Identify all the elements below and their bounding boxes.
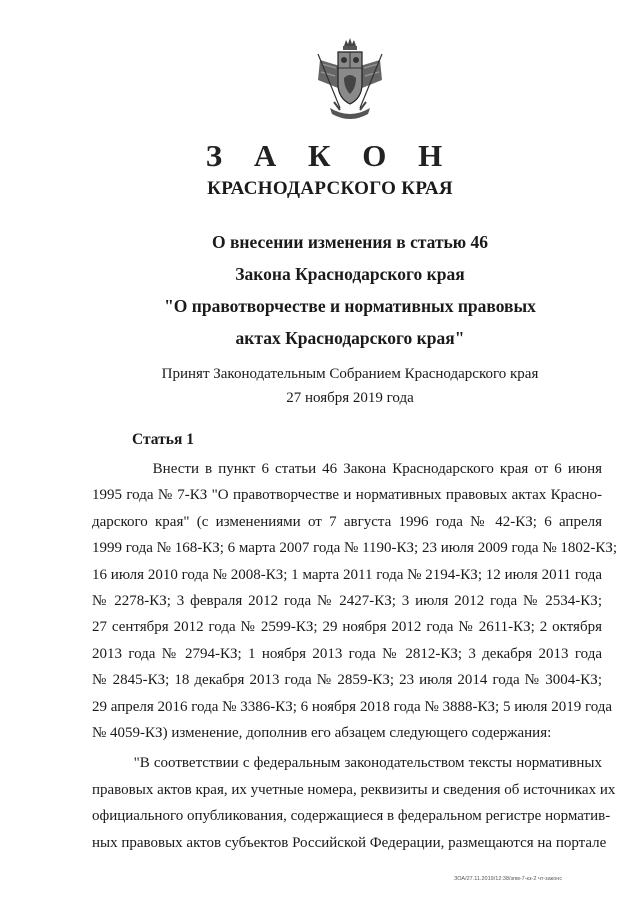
law-name-line: О внесении изменения в статью 46 xyxy=(211,232,489,252)
text-line: Внести в пункт 6 статьи 46 Закона Краснодарского края от 6 июня xyxy=(92,461,602,477)
text-line: № 2845-КЗ; 18 декабря 2013 года № 2859-КЗ; 23 июля 2014 года № 3004-КЗ; xyxy=(92,672,602,689)
text-line: № 4059-КЗ) изменение, дополнив его абзацем следующего содержания: xyxy=(92,725,552,742)
coat-of-arms-icon xyxy=(312,36,388,122)
document-title: З А К О Н xyxy=(205,138,455,173)
adoption-info xyxy=(60,362,640,410)
document-subtitle: КРАСНОДАРСКОГО КРАЯ xyxy=(207,178,453,199)
text-line: дарского края" (с изменениями от 7 августа 1996 года № 42-КЗ; 6 апреля xyxy=(92,513,602,530)
adoption-date: 27 ноября 2019 года xyxy=(286,390,414,406)
article-body xyxy=(92,456,618,856)
text-line: официального опубликования, содержащиеся в федеральном регистре норматив- xyxy=(92,808,611,825)
law-name-line: актах Краснодарского края" xyxy=(235,328,465,348)
text-line: № 2278-КЗ; 3 февраля 2012 года № 2427-КЗ; 3 июля 2012 года № 2534-КЗ; xyxy=(92,593,602,610)
text-line: 27 сентября 2012 года № 2599-КЗ; 29 ноября 2012 года № 2611-КЗ; 2 октября xyxy=(92,619,602,636)
text-line: правовых актов края, их учетные номера, реквизиты и сведения об источниках их xyxy=(92,781,616,798)
law-name-line: Закона Краснодарского края xyxy=(235,264,465,284)
text-line: "В соответствии с федеральным законодательством тексты нормативных xyxy=(92,755,602,772)
text-line: 2013 года № 2794-КЗ; 1 ноября 2013 года № 2812-КЗ; 3 декабря 2013 года xyxy=(92,645,602,662)
law-name-line: "О правотворчестве и нормативных правовых xyxy=(164,296,536,316)
text-line: ных правовых актов субъектов Российской Федерации, размещаются на портале xyxy=(92,834,607,851)
article-heading: Статья 1 xyxy=(132,431,194,448)
adoption-line: Принят Законодательным Собранием Краснодарского края xyxy=(161,366,539,382)
footer-code: ЗОА/27.11.2019/12:38/зпм-7-кз-2 чт-законс xyxy=(454,876,563,882)
text-line: 16 июля 2010 года № 2008-КЗ; 1 марта 2011 года № 2194-КЗ; 12 июля 2011 года xyxy=(92,566,602,583)
text-line: 1999 года № 168-КЗ; 6 марта 2007 года № 1190-КЗ; 23 июля 2009 года № 1802-КЗ; xyxy=(92,540,618,557)
law-name xyxy=(60,226,640,354)
text-line: 1995 года № 7-КЗ "О правотворчестве и нормативных правовых актах Красно- xyxy=(92,487,602,504)
text-line: 29 апреля 2016 года № 3386-КЗ; 6 ноября 2018 года № 3888-КЗ; 5 июля 2019 года xyxy=(92,698,613,715)
